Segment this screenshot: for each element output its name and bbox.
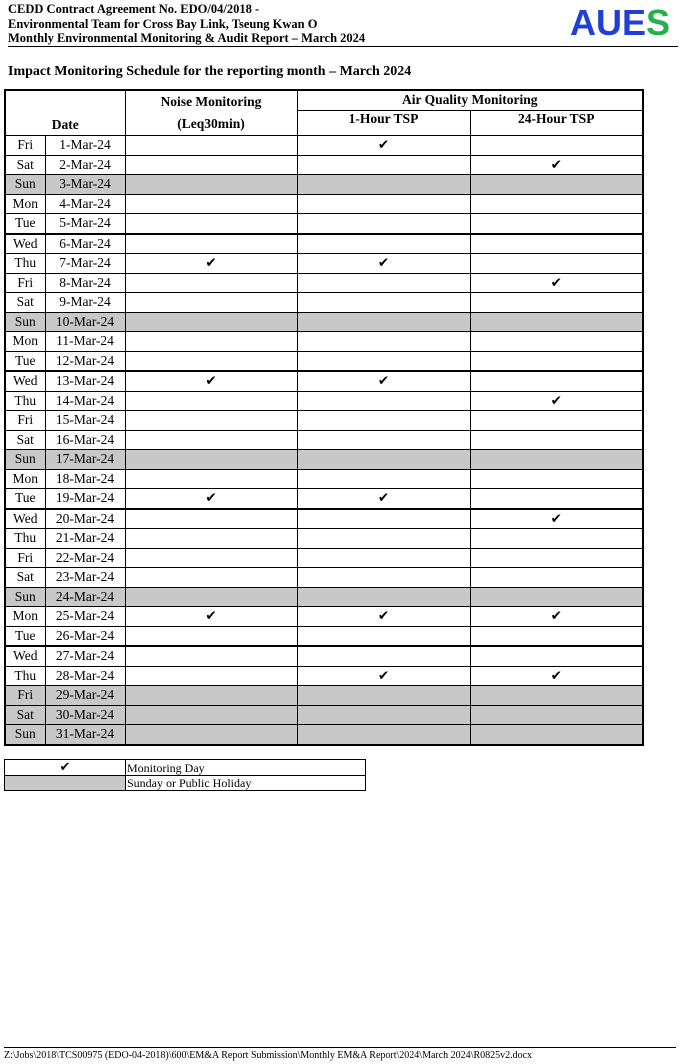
tsp-1hr-cell	[297, 469, 470, 489]
day-cell: Mon	[5, 332, 45, 352]
logo-letter: U	[595, 2, 622, 43]
table-row	[5, 450, 643, 470]
day-cell: Sat	[5, 430, 45, 450]
tsp-24hr-cell	[470, 136, 643, 156]
noise-cell	[125, 175, 297, 195]
day-cell: Sun	[5, 587, 45, 607]
noise-cell	[125, 155, 297, 175]
noise-cell	[125, 332, 297, 352]
day-cell: Mon	[5, 607, 45, 627]
table-row	[5, 273, 643, 293]
tsp-24hr-cell	[470, 489, 643, 509]
day-cell: Thu	[5, 666, 45, 686]
table-row	[5, 293, 643, 313]
legend-table	[4, 759, 366, 791]
tsp-1hr-cell	[297, 332, 470, 352]
tsp-24hr-cell	[470, 351, 643, 371]
day-cell: Tue	[5, 489, 45, 509]
section-title: Impact Monitoring Schedule for the reporting month – March 2024	[8, 64, 412, 79]
tsp-24hr-cell: ✔	[470, 391, 643, 411]
header-divider	[8, 46, 678, 47]
day-cell: Sun	[5, 175, 45, 195]
tsp-1hr-cell: ✔	[297, 136, 470, 156]
tsp-24hr-cell: ✔	[470, 273, 643, 293]
date-cell: 6-Mar-24	[45, 234, 125, 254]
table-row	[5, 469, 643, 489]
noise-cell	[125, 450, 297, 470]
date-cell: 13-Mar-24	[45, 371, 125, 391]
date-cell: 26-Mar-24	[45, 626, 125, 646]
date-cell: 23-Mar-24	[45, 568, 125, 588]
noise-cell	[125, 411, 297, 431]
day-cell: Wed	[5, 509, 45, 529]
noise-cell	[125, 686, 297, 706]
day-cell: Thu	[5, 529, 45, 549]
table-row	[5, 351, 643, 371]
aues-logo	[570, 4, 670, 42]
tsp-24hr-cell	[470, 529, 643, 549]
tsp-1hr-cell	[297, 273, 470, 293]
table-row	[5, 686, 643, 706]
noise-cell	[125, 273, 297, 293]
table-row	[5, 234, 643, 254]
day-cell: Mon	[5, 469, 45, 489]
day-cell: Wed	[5, 646, 45, 666]
table-row	[5, 626, 643, 646]
table-row	[5, 391, 643, 411]
date-cell: 8-Mar-24	[45, 273, 125, 293]
table-row	[5, 411, 643, 431]
check-icon	[5, 760, 126, 776]
noise-cell: ✔	[125, 489, 297, 509]
holiday-swatch	[5, 776, 126, 791]
table-row	[5, 489, 643, 509]
tsp-1hr-cell	[297, 155, 470, 175]
day-cell: Fri	[5, 686, 45, 706]
tsp-1hr-cell	[297, 214, 470, 234]
date-cell: 25-Mar-24	[45, 607, 125, 627]
noise-cell	[125, 725, 297, 745]
day-cell: Tue	[5, 214, 45, 234]
table-row	[5, 194, 643, 214]
footer-divider	[4, 1047, 676, 1048]
noise-cell	[125, 351, 297, 371]
table-row	[5, 175, 643, 195]
legend-check-symbol: ✔	[59, 760, 71, 775]
tsp-1hr-cell	[297, 391, 470, 411]
date-cell: 3-Mar-24	[45, 175, 125, 195]
tsp-24hr-cell: ✔	[470, 666, 643, 686]
tsp-1hr-cell	[297, 587, 470, 607]
day-cell: Sun	[5, 450, 45, 470]
tsp-24hr-cell	[470, 587, 643, 607]
footer-file-path: Z:\Jobs\2018\TCS00975 (EDO-04-2018)\600\EM&A Report Submission\Monthly EM&A Report\2024\March 2024\R0825v2.docx	[4, 1050, 533, 1061]
tsp-24hr-cell	[470, 175, 643, 195]
table-row	[5, 371, 643, 391]
noise-cell	[125, 469, 297, 489]
table-row	[5, 332, 643, 352]
logo-letter: S	[645, 2, 670, 43]
day-cell: Sun	[5, 312, 45, 332]
tsp-24hr-cell	[470, 411, 643, 431]
noise-cell	[125, 626, 297, 646]
table-row	[5, 254, 643, 274]
noise-cell	[125, 234, 297, 254]
noise-cell	[125, 293, 297, 313]
table-row	[5, 155, 643, 175]
date-cell: 2-Mar-24	[45, 155, 125, 175]
schedule-body	[5, 136, 643, 745]
noise-cell	[125, 194, 297, 214]
date-cell: 14-Mar-24	[45, 391, 125, 411]
legend-row-holiday	[5, 776, 366, 791]
team-line: Environmental Team for Cross Bay Link, Tseung Kwan O	[8, 16, 318, 31]
noise-cell: ✔	[125, 371, 297, 391]
table-row	[5, 312, 643, 332]
date-cell: 29-Mar-24	[45, 686, 125, 706]
tsp-24hr-cell	[470, 450, 643, 470]
logo-letter: E	[621, 2, 646, 43]
day-cell: Tue	[5, 351, 45, 371]
noise-monitoring-header	[125, 90, 297, 136]
noise-header-line2: (Leq30min)	[177, 116, 245, 131]
table-row	[5, 548, 643, 568]
day-cell: Fri	[5, 548, 45, 568]
table-row	[5, 607, 643, 627]
noise-cell	[125, 509, 297, 529]
tsp-1hr-cell	[297, 509, 470, 529]
date-cell: 1-Mar-24	[45, 136, 125, 156]
noise-cell	[125, 646, 297, 666]
day-cell: Thu	[5, 391, 45, 411]
table-row	[5, 568, 643, 588]
date-cell: 10-Mar-24	[45, 312, 125, 332]
date-cell: 19-Mar-24	[45, 489, 125, 509]
day-cell: Mon	[5, 194, 45, 214]
tsp-24hr-cell	[470, 430, 643, 450]
noise-header-line1: Noise Monitoring	[160, 94, 262, 109]
tsp-1hr-cell	[297, 194, 470, 214]
tsp-1hr-cell: ✔	[297, 371, 470, 391]
logo-letter: A	[569, 2, 596, 43]
tsp-24hr-cell	[470, 371, 643, 391]
table-row	[5, 725, 643, 745]
tsp-24hr-cell	[470, 686, 643, 706]
air-quality-header: Air Quality Monitoring	[297, 90, 643, 110]
tsp-1hr-cell	[297, 430, 470, 450]
tsp-24hr-cell	[470, 469, 643, 489]
report-header	[8, 2, 672, 46]
table-row	[5, 509, 643, 529]
noise-cell: ✔	[125, 254, 297, 274]
day-cell: Sat	[5, 568, 45, 588]
tsp-1hr-header: 1-Hour TSP	[297, 110, 470, 135]
table-row	[5, 705, 643, 725]
tsp-1hr-cell	[297, 175, 470, 195]
day-cell: Thu	[5, 254, 45, 274]
date-cell: 12-Mar-24	[45, 351, 125, 371]
tsp-1hr-cell	[297, 725, 470, 745]
date-cell: 7-Mar-24	[45, 254, 125, 274]
date-cell: 9-Mar-24	[45, 293, 125, 313]
tsp-24hr-header: 24-Hour TSP	[470, 110, 643, 135]
tsp-24hr-cell	[470, 332, 643, 352]
table-row	[5, 214, 643, 234]
date-header: Date	[5, 90, 125, 136]
tsp-1hr-cell	[297, 548, 470, 568]
tsp-1hr-cell	[297, 568, 470, 588]
date-cell: 24-Mar-24	[45, 587, 125, 607]
day-cell: Fri	[5, 136, 45, 156]
table-row	[5, 666, 643, 686]
day-cell: Sun	[5, 725, 45, 745]
tsp-24hr-cell: ✔	[470, 607, 643, 627]
noise-cell	[125, 391, 297, 411]
table-row	[5, 529, 643, 549]
tsp-1hr-cell: ✔	[297, 489, 470, 509]
table-row	[5, 587, 643, 607]
tsp-1hr-cell	[297, 450, 470, 470]
tsp-24hr-cell	[470, 254, 643, 274]
table-row	[5, 430, 643, 450]
table-row	[5, 646, 643, 666]
tsp-24hr-cell	[470, 725, 643, 745]
tsp-1hr-cell	[297, 705, 470, 725]
tsp-24hr-cell	[470, 234, 643, 254]
noise-cell	[125, 529, 297, 549]
date-cell: 31-Mar-24	[45, 725, 125, 745]
date-cell: 20-Mar-24	[45, 509, 125, 529]
day-cell: Fri	[5, 273, 45, 293]
date-cell: 27-Mar-24	[45, 646, 125, 666]
tsp-1hr-cell	[297, 529, 470, 549]
tsp-1hr-cell	[297, 626, 470, 646]
tsp-1hr-cell	[297, 686, 470, 706]
tsp-24hr-cell	[470, 626, 643, 646]
day-cell: Sat	[5, 155, 45, 175]
date-cell: 17-Mar-24	[45, 450, 125, 470]
tsp-1hr-cell	[297, 411, 470, 431]
date-cell: 30-Mar-24	[45, 705, 125, 725]
day-cell: Sat	[5, 293, 45, 313]
date-cell: 16-Mar-24	[45, 430, 125, 450]
tsp-24hr-cell	[470, 646, 643, 666]
day-cell: Wed	[5, 234, 45, 254]
noise-cell	[125, 587, 297, 607]
date-cell: 21-Mar-24	[45, 529, 125, 549]
tsp-24hr-cell	[470, 705, 643, 725]
tsp-24hr-cell	[470, 568, 643, 588]
noise-cell	[125, 312, 297, 332]
tsp-1hr-cell: ✔	[297, 607, 470, 627]
tsp-24hr-cell	[470, 194, 643, 214]
monitoring-schedule-table	[4, 89, 644, 746]
tsp-1hr-cell	[297, 234, 470, 254]
day-cell: Sat	[5, 705, 45, 725]
noise-cell	[125, 568, 297, 588]
tsp-24hr-cell	[470, 548, 643, 568]
tsp-1hr-cell: ✔	[297, 254, 470, 274]
noise-cell	[125, 136, 297, 156]
noise-cell	[125, 214, 297, 234]
tsp-1hr-cell	[297, 351, 470, 371]
tsp-1hr-cell: ✔	[297, 666, 470, 686]
noise-cell	[125, 705, 297, 725]
day-cell: Fri	[5, 411, 45, 431]
tsp-24hr-cell	[470, 312, 643, 332]
contract-line: CEDD Contract Agreement No. EDO/04/2018 -	[8, 2, 260, 16]
day-cell: Tue	[5, 626, 45, 646]
tsp-24hr-cell: ✔	[470, 509, 643, 529]
noise-cell	[125, 430, 297, 450]
tsp-24hr-cell	[470, 214, 643, 234]
date-cell: 22-Mar-24	[45, 548, 125, 568]
day-cell: Wed	[5, 371, 45, 391]
date-cell: 28-Mar-24	[45, 666, 125, 686]
tsp-24hr-cell: ✔	[470, 155, 643, 175]
date-cell: 18-Mar-24	[45, 469, 125, 489]
noise-cell	[125, 666, 297, 686]
tsp-1hr-cell	[297, 312, 470, 332]
date-cell: 4-Mar-24	[45, 194, 125, 214]
legend-row-monitoring	[5, 760, 366, 776]
legend-holiday-label: Sunday or Public Holiday	[126, 776, 366, 791]
tsp-1hr-cell	[297, 646, 470, 666]
noise-cell: ✔	[125, 607, 297, 627]
tsp-24hr-cell	[470, 293, 643, 313]
tsp-1hr-cell	[297, 293, 470, 313]
report-line: Monthly Environmental Monitoring & Audit Report – March 2024	[8, 31, 366, 45]
legend-monitoring-label: Monitoring Day	[126, 760, 366, 776]
noise-cell	[125, 548, 297, 568]
date-cell: 15-Mar-24	[45, 411, 125, 431]
date-cell: 5-Mar-24	[45, 214, 125, 234]
table-row	[5, 136, 643, 156]
date-cell: 11-Mar-24	[45, 332, 125, 352]
